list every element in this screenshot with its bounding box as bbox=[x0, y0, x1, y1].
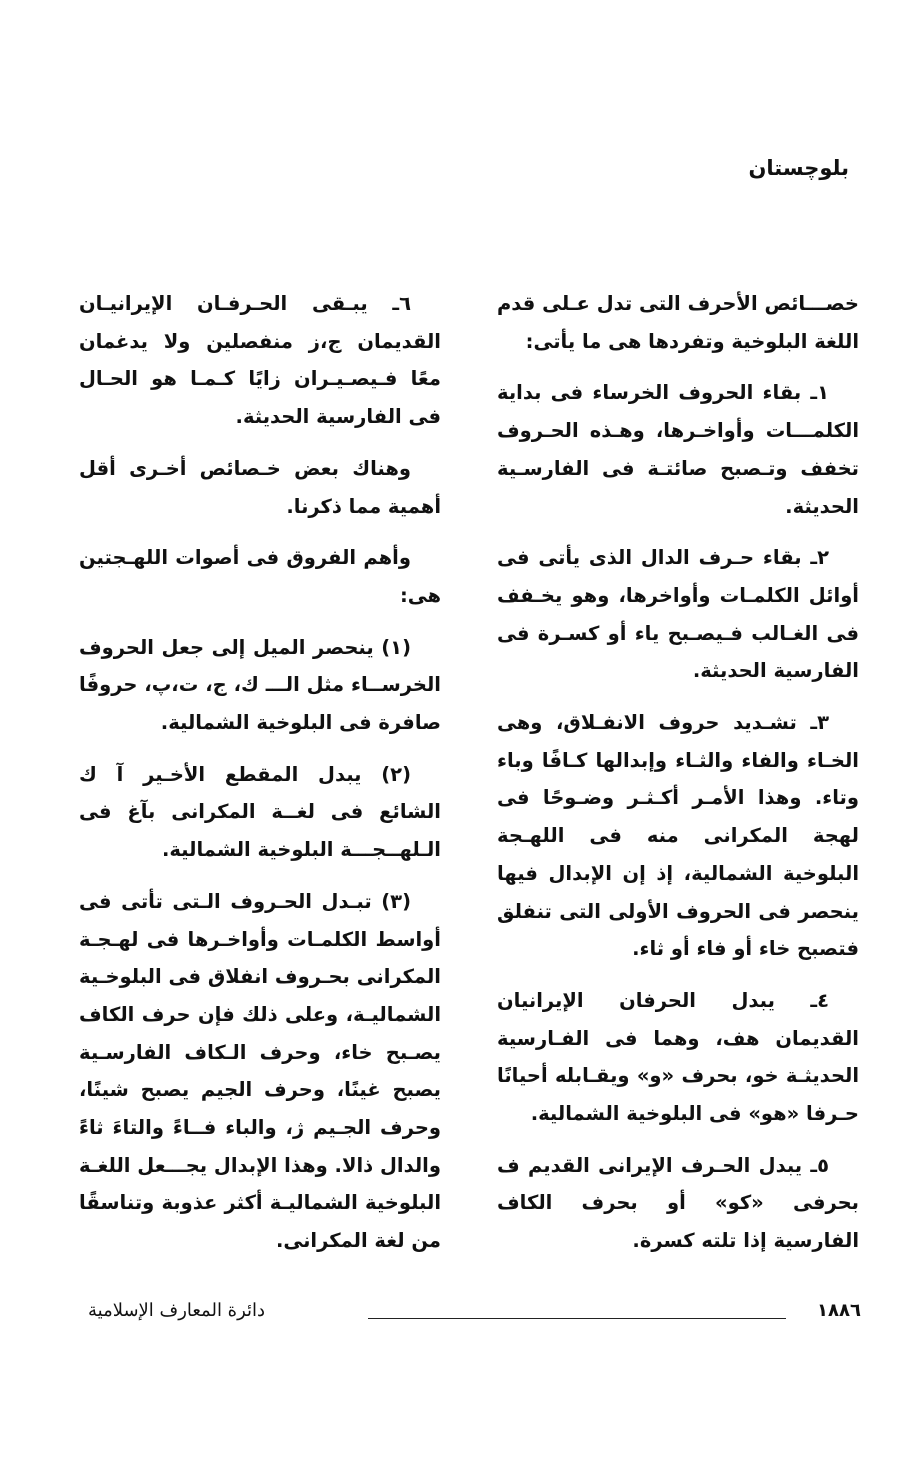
paragraph: ٥ـ يبدل الحـرف الإيرانى القديم ف بحرفى «كو» أو بحرف الكاف الفارسية إذا تلته كسرة. bbox=[497, 1153, 859, 1253]
paragraph: (١) ينحصر الميل إلى جعل الحروف الخرســاء مثل الـــ ك، ج، ت،پ، حروفًا صافرة فى البلوخية الشمالية. bbox=[79, 635, 441, 735]
paragraph: ٣ـ تشـديد حروف الانفـلاق، وهى الخـاء والفاء والثـاء وإبدالها كـافًا وباء وتاء. وهذا الأمـر أكـثـر وضـوحًا فى لهجة المكرانى منه فى اللهـجة البلوخية الشمالية، إذ إن الإبدال فيها ينحصر فى الحروف الأولى التى تنفلق فتصبح خاء أو فاء أو ثاء. bbox=[497, 711, 859, 961]
page-footer bbox=[88, 1300, 861, 1340]
paragraph: ٤ـ يبدل الحرفان الإيرانيان القديمان هف، وهما فى الفـارسية الحديثـة خو، بحرف «و» ويقـابله أحيانًا حـرفا «هو» فى البلوخية الشمالية. bbox=[497, 988, 859, 1126]
footer-divider bbox=[368, 1318, 786, 1319]
publication-name: دائرة المعارف الإسلامية bbox=[88, 1300, 266, 1321]
paragraph: وأهم الفروق فى أصوات اللهـجتين هى: bbox=[79, 546, 441, 607]
paragraph: (٣) تبـدل الحـروف الـتى تأتى فى أواسط الكلمـات وأواخـرها فى لهـجـة المكرانى بحـروف انفلاق فى البلوخـية الشماليـة، وعلى ذلك فإن حرف الكاف يصـبح خاء، وحرف الـكاف الفارسـية يصبح غينًا، وحرف الجيم يصبح شينًا، وحرف الجـيم ژ، والباء فــاءً والتاءَ ثاءً والدال ذالا. وهذا الإبدال يجـــعل اللغـة البلوخية الشماليـة أكثر عذوبة وتناسقًا من لغة المكرانى. bbox=[79, 889, 441, 1253]
paragraph: خصـــائص الأحرف التى تدل عـلى قدم اللغة البلوخية وتفردها هى ما يأتى: bbox=[497, 292, 859, 353]
paragraph: ١ـ بقاء الحروف الخرساء فى بداية الكلمـــات وأواخـرها، وهـذه الحـروف تخفف وتـصبح صائتـة فى الفارسـية الحديثة. bbox=[497, 381, 859, 518]
left-column bbox=[79, 285, 441, 1274]
paragraph: (٢) يبدل المقطع الأخـير آ ك الشائع فى لغــة المكرانى بآغ فى الـلهــجـــة البلوخية الشمالية. bbox=[79, 762, 441, 862]
running-header: بلوچستان bbox=[748, 156, 849, 180]
right-column bbox=[497, 285, 859, 1274]
paragraph: ٦ـ يبـقى الحـرفـان الإيرانيـان القديمان ج،ز منفصلين ولا يدغمان معًا فـيصـيـران زايًا كـمـا هو الحـال فى الفارسية الحديثة. bbox=[79, 292, 441, 429]
paragraph: وهناك بعض خـصائص أخـرى أقل أهمية مما ذكرنا. bbox=[79, 456, 441, 518]
page-number: ١٨٨٦ bbox=[817, 1300, 861, 1321]
paragraph: ٢ـ بقاء حـرف الدال الذى يأتى فى أوائل الكلمـات وأواخرها، وهو يخـفف فى الغـالب فـيصـبح ياء أو كسـرة فى الفارسية الحديثة. bbox=[497, 546, 859, 683]
